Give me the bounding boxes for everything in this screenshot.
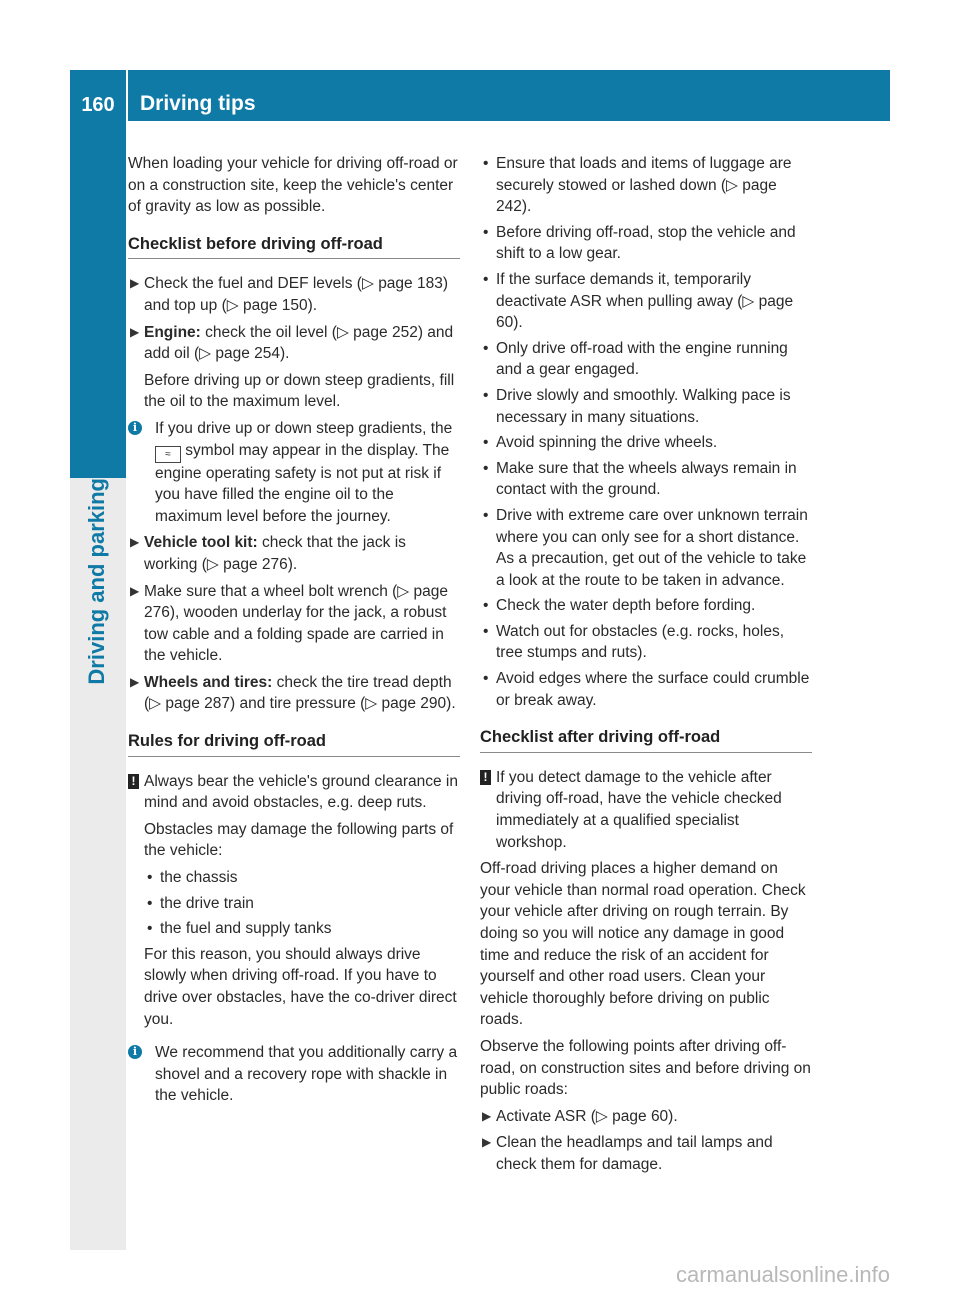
page-title: Driving tips xyxy=(140,92,256,115)
list-item: • Drive slowly and smoothly. Walking pace is necessary in many situations. xyxy=(483,386,791,426)
list-item: • Avoid edges where the surface could crumble or break away. xyxy=(483,670,810,709)
checklist-heading: Checklist before driving off-road xyxy=(128,234,460,260)
warning-damage-check: ! If you detect damage to the vehicle after driving off-road, have the vehicle checked immediately at a qualified specialist workshop. xyxy=(480,767,812,853)
list-item: • Drive with extreme care over unknown terrain where you can only see for a short distance. As a precaution, get out of the vehicle to take a look at the route to be taken in advance. xyxy=(483,506,808,589)
page-number: 160 xyxy=(81,94,115,116)
step-activate-asr: ▶ Activate ASR (▷ page 60). xyxy=(480,1106,812,1128)
list-item: • Check the water depth before fording. xyxy=(483,597,756,615)
list-item: • Make sure that the wheels always remain in contact with the ground. xyxy=(483,459,797,499)
list-item: • Only drive off-road with the engine running and a gear engaged. xyxy=(483,339,788,379)
arrow-icon: ▶ xyxy=(130,583,140,598)
info-icon: i xyxy=(128,421,142,435)
arrow-icon: ▶ xyxy=(130,535,140,550)
oil-level-symbol-icon: ≈ xyxy=(155,446,181,463)
arrow-icon: ▶ xyxy=(130,674,140,689)
arrow-icon: ▶ xyxy=(482,1108,492,1123)
step-wheels: ▶ Wheels and tires: check the tire tread depth (▷ page 287) and tire pressure (▷ page 290). xyxy=(130,673,456,713)
warning-ground-clearance: ! Always bear the vehicle's ground clearance in mind and avoid obstacles, e.g. deep ruts. xyxy=(128,771,460,814)
step-clean-lamps: ▶ Clean the headlamps and tail lamps and check them for damage. xyxy=(482,1134,773,1173)
arrow-icon: ▶ xyxy=(130,324,140,339)
step-engine-note: Before driving up or down steep gradients, fill the oil to the maximum level. xyxy=(144,371,455,411)
info-icon: i xyxy=(128,1045,142,1059)
header-divider xyxy=(126,70,128,121)
list-item: • Before driving off-road, stop the vehicle and shift to a low gear. xyxy=(483,223,796,263)
intro-paragraph: When loading your vehicle for driving off-road or on a construction site, keep the vehicle's center of gravity as low as possible. xyxy=(128,155,458,216)
warning-icon: ! xyxy=(128,774,139,789)
right-column xyxy=(480,153,812,1181)
rules-heading: Rules for driving off-road xyxy=(128,731,460,757)
after-checklist-heading: Checklist after driving off-road xyxy=(480,727,812,753)
list-item: • Watch out for obstacles (e.g. rocks, holes, tree stumps and ruts). xyxy=(483,622,785,662)
step-fuel: ▶ Check the fuel and DEF levels (▷ page 183) and top up (▷ page 150). xyxy=(130,275,448,314)
section-label: Driving and parking xyxy=(84,478,109,685)
paragraph-demand: Off-road driving places a higher demand on your vehicle than normal road operation. Check your vehicle after driving on rough terrain. By doing so you will notice any damage in good time and reduce the risk of an accident for yourself and other road users. Clean your vehicle thoroughly before driving on public roads. xyxy=(480,860,806,1029)
step-tool-kit: ▶ Vehicle tool kit: check that the jack is working (▷ page 276). xyxy=(130,534,406,573)
arrow-icon: ▶ xyxy=(482,1135,492,1150)
list-item: • Ensure that loads and items of luggage are securely stowed or lashed down (▷ page 242). xyxy=(483,155,792,216)
watermark: carmanualsonline.info xyxy=(675,1262,890,1287)
info-note-gradients: i If you drive up or down steep gradients, the ≈ symbol may appear in the display. The engine operating safety is not put at risk if you have filled the engine oil to the maximum level before the journey. xyxy=(128,418,460,527)
list-item: • the chassis xyxy=(147,869,238,887)
step-equipment: ▶ Make sure that a wheel bolt wrench (▷ page 276), wooden underlay for the jack, a robust tow cable and a folding spade are carried in the vehicle. xyxy=(130,582,448,665)
list-item: • the fuel and supply tanks xyxy=(147,920,332,938)
warning-parts-intro: Obstacles may damage the following parts of the vehicle: xyxy=(144,820,454,860)
info-note-shovel: i We recommend that you additionally carry a shovel and a recovery rope with shackle in the vehicle. xyxy=(128,1042,460,1107)
side-tab-marker xyxy=(70,121,126,478)
list-item: • the drive train xyxy=(147,894,254,912)
paragraph-observe: Observe the following points after driving off-road, on construction sites and before driving on public roads: xyxy=(480,1037,811,1099)
warning-conclusion: For this reason, you should always drive slowly when driving off-road. If you have to drive over obstacles, have the co-driver direct you. xyxy=(144,945,457,1028)
step-engine: ▶ Engine: check the oil level (▷ page 252) and add oil (▷ page 254). xyxy=(130,323,454,363)
list-item: • Avoid spinning the drive wheels. xyxy=(483,434,718,452)
left-column xyxy=(128,153,460,1112)
list-item: • If the surface demands it, temporarily deactivate ASR when pulling away (▷ page 60). xyxy=(483,270,794,332)
arrow-icon: ▶ xyxy=(130,276,140,291)
warning-icon: ! xyxy=(480,770,491,785)
